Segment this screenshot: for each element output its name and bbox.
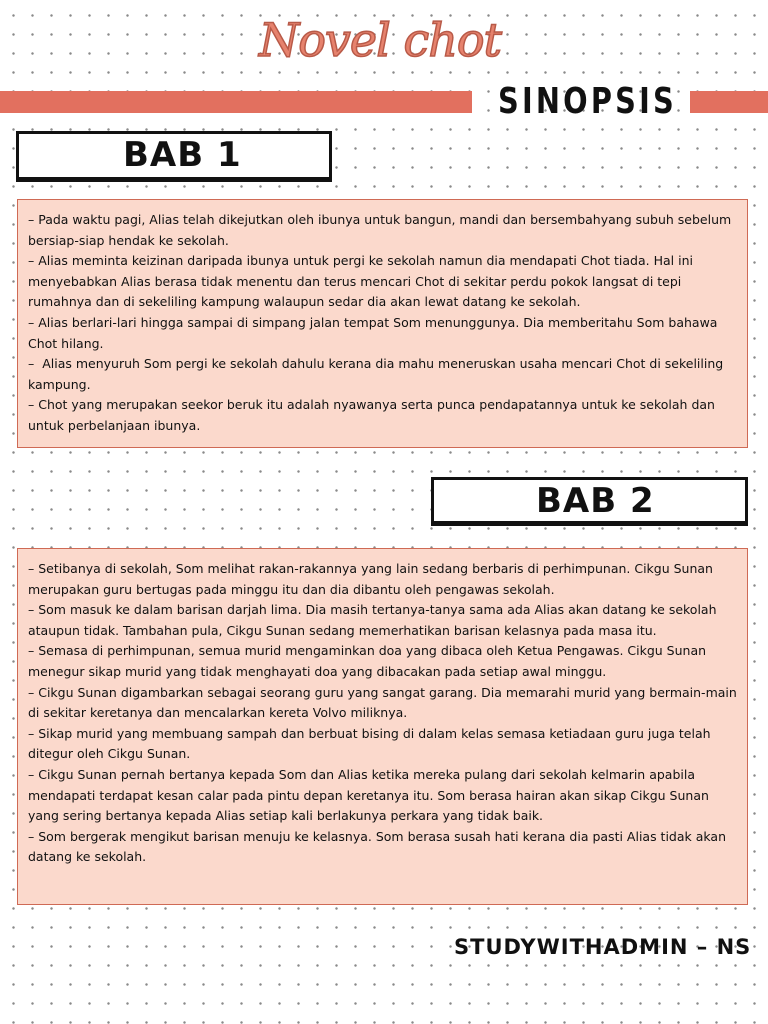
accent-band-left xyxy=(0,91,472,113)
chapter-1-heading-box xyxy=(16,131,332,180)
chapter-1-summary-text: – Pada waktu pagi, Alias telah dikejutkan oleh ibunya untuk bangun, mandi dan bersembahyang subuh sebelum bersiap-siap hendak ke sekolah. – Alias meminta keizinan daripada ibunya untuk pergi ke sekolah namun dia mendapati Chot tiada. Hal ini menyebabkan Alias berasa tidak menentu dan terus mencari Chot di sekitar perdu pokok langsat di tepi rumahnya dan di sekeliling kampung walaupun sedar dia akan lewat datang ke sekolah. – Alias berlari-lari hingga sampai di simpang jalan tempat Som menunggunya. Dia memberitahu Som bahawa Chot hilang. – Alias menyuruh Som pergi ke sekolah dahulu kerana dia mahu meneruskan usaha mencari Chot di sekeliling kampung. – Chot yang merupakan seekor beruk itu adalah nyawanya serta punca pendapatannya untuk ke sekolah dan untuk perbelanjaan ibunya. xyxy=(28,212,732,433)
chapter-2-heading-box xyxy=(431,477,748,524)
page-title: Novel chot xyxy=(258,13,502,67)
chapter-2-summary-text: – Setibanya di sekolah, Som melihat rakan-rakannya yang lain sedang berbaris di perhimpunan. Cikgu Sunan merupakan guru bertugas pada minggu itu dan dia dibantu oleh pengawas sekolah. – Som masuk ke dalam barisan darjah lima. Dia masih tertanya-tanya sama ada Alias akan datang ke sekolah ataupun tidak. Tambahan pula, Cikgu Sunan sedang memerhatikan barisan kelasnya pada masa itu. – Semasa di perhimpunan, semua murid mengaminkan doa yang dibaca oleh Ketua Pengawas. Cikgu Sunan menegur sikap murid yang tidak menghayati doa yang dibacakan pada setiap awal minggu. – Cikgu Sunan digambarkan sebagai seorang guru yang sangat garang. Dia memarahi murid yang bermain-main di sekitar keretanya dan mencalarkan kereta Volvo miliknya. – Sikap murid yang membuang sampah dan berbuat bising di dalam kelas semasa ketiadaan guru juga telah ditegur oleh Cikgu Sunan. – Cikgu Sunan pernah bertanya kepada Som dan Alias ketika mereka pulang dari sekolah kelmarin apabila mendapati terdapat kesan calar pada pintu depan keretanya itu. Som berasa hairan akan sikap Cikgu Sunan yang sering bertanya kepada Alias setiap kali berlakunya perkara yang tidak baik. – Som bergerak mengikut barisan menuju ke kelasnya. Som berasa susah hati kerana dia pasti Alias tidak akan datang ke sekolah. xyxy=(28,561,737,865)
chapter-2-label: BAB 2 xyxy=(536,481,655,521)
section-heading: SINOPSIS xyxy=(498,81,677,122)
chapter-1-summary-box xyxy=(17,199,748,448)
author-signature: STUDYWITHADMIN – NS xyxy=(454,935,752,959)
chapter-1-label: BAB 1 xyxy=(123,135,242,175)
accent-band-right xyxy=(690,91,768,113)
chapter-2-summary-box xyxy=(17,548,748,905)
